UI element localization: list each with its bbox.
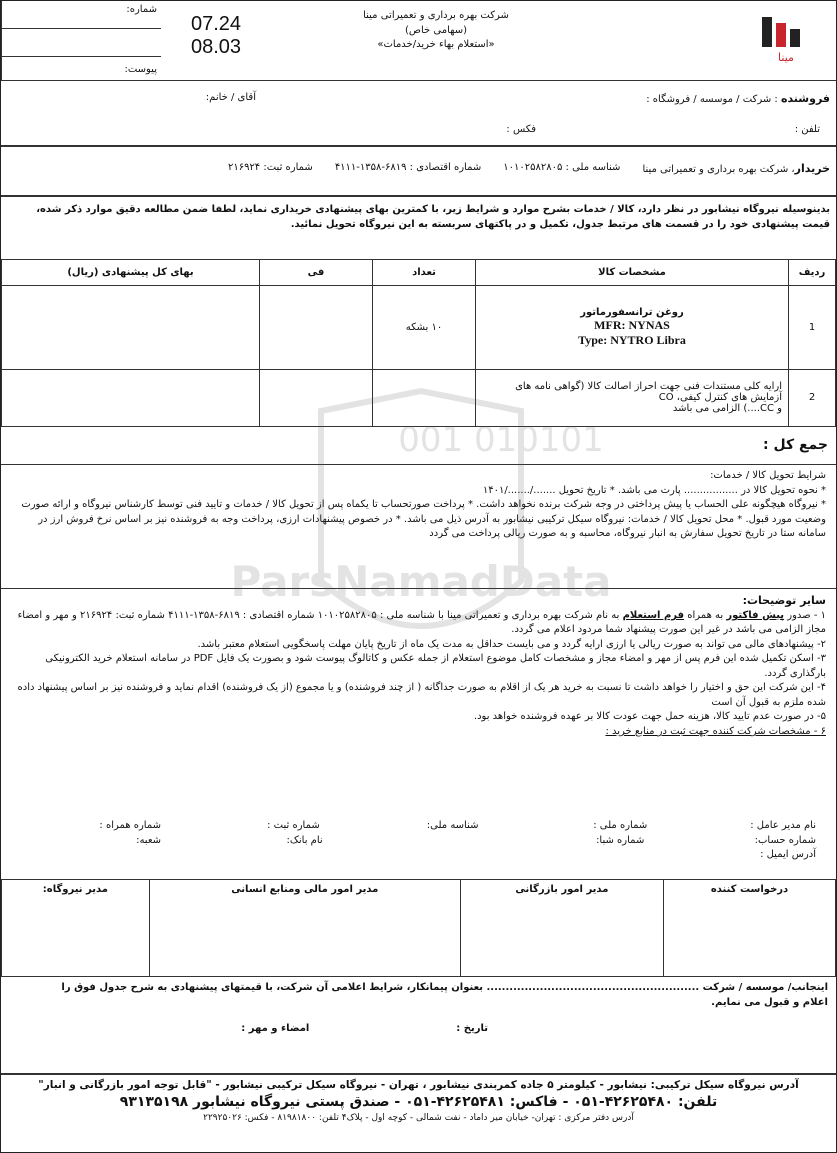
- handwritten-number: 08.03: [190, 36, 242, 58]
- company-name: شرکت بهره برداری و تعمیراتی مینا: [363, 10, 509, 21]
- footer: [1, 1077, 836, 1153]
- seller-section: [1, 81, 836, 147]
- date-field[interactable]: [2, 29, 161, 57]
- total-price-input[interactable]: [2, 285, 260, 369]
- header-qty: تعداد: [373, 260, 476, 286]
- footer-office: آدرس دفتر مرکزی : تهران- خیابان میر داماد - نفت شمالی - کوچه اول - پلاک۴ تلفن: ۸۱۹۸۱۸۰۰ - فکس: ۲۲۹۲۵۰۲۶: [203, 1113, 634, 1123]
- signature-plant-manager[interactable]: مدیر نیروگاه:: [2, 880, 150, 977]
- spec-note-cont: و CC....) الزامی می باشد: [672, 403, 782, 415]
- table-header-row: [2, 260, 836, 286]
- reg-no-field[interactable]: شماره ثبت :: [267, 820, 320, 831]
- svg-text:010101 001: 010101 001: [398, 420, 604, 460]
- note-item: ۲- پیشنهادهای مالی می تواند به صورت ریالی یا ارزی ارایه گردد و می بایست حداقل به مدت یک ماه از تاریخ پایان مهلت پاسخگویی استعلام معتبر باشد.: [197, 638, 826, 650]
- header-spec: مشخصات کالا: [476, 260, 789, 286]
- seller-entity: : شرکت / موسسه / فروشگاه :: [646, 94, 778, 105]
- delivery-title: شرایط تحویل کالا / خدمات:: [710, 470, 826, 481]
- meta-fields: [1, 1, 161, 81]
- form-title: «استعلام بهاء خرید/خدمات»: [377, 39, 495, 50]
- footer-address: آدرس نیروگاه سیکل ترکیبی: نیشابور - کیلومتر ۵ جاده کمربندی نیشابور ، تهران - نیروگاه سیکل ترکیبی نیشابور - "قابل توجه امور بازرگانی و انبار": [38, 1079, 799, 1091]
- header-row-number: ردیف: [789, 260, 836, 286]
- items-table: [1, 259, 836, 427]
- number-field[interactable]: شماره:: [2, 1, 161, 29]
- note-item: ۱ - صدور پیش فاکتور به همراه فرم استعلام به نام شرکت بهره برداری و تعمیراتی مینا با شناسه ملی : ۱۰۱۰۲۵۸۲۸۰۵ شماره اقتصادی : ۶۸۱۹-۱۳۵۸-۴۱۱۱ شماره ثبت: ۲۱۶۹۲۴ و مهر و امضاء مجاز الزامی می باشد در غیر این صورت پیشنهاد شما مردود اعلام می گردد.: [17, 609, 826, 636]
- national-no-field[interactable]: شماره ملی :: [593, 820, 648, 831]
- header-section: [1, 1, 836, 81]
- svg-text:ParsNamadData: ParsNamadData: [230, 557, 612, 606]
- table-row: [2, 369, 836, 426]
- qty-cell: ۱۰ بشکه: [373, 285, 476, 369]
- delivery-line: * نحوه تحویل کالا در ................. پارت می باشد. * تاریخ تحویل ......./......./۱۴۰۱: [482, 484, 826, 496]
- row-number: 2: [789, 369, 836, 426]
- buyer-registration: شماره ثبت: ۲۱۶۹۲۴: [227, 162, 313, 173]
- signature-commercial[interactable]: مدیر امور بازرگانی: [460, 880, 663, 977]
- mobile-field[interactable]: شماره همراه :: [99, 820, 161, 831]
- note-item: ۵- در صورت عدم تایید کالا، هزینه حمل جهت عودت کالا بر عهده فروشنده خواهد بود.: [473, 711, 826, 723]
- delivery-terms: * نیروگاه هیچگونه علی الحساب یا پیش پرداختی در وجه شرکت برنده نخواهد داشت. * پرداخت صورتحساب تا یکماه پس از تحویل کالا / خدمات و تایید فنی توسط کارشناس نیروگاه و ارائه صورت وضعیت مورد قبول. * محل تحویل کالا / خدمات: نیروگاه سیکل ترکیبی نیشابور به آدرس ذیل می باشد. * در خصوص پیشنهادات ارزی، پرداخت وجه به فروشنده نیز بر اساس نرخ فروش ارز در سامانه ستا در تاریخ تحویل سفارش به انبار نیروگاه، محاسبه و به صورت ریالی پرداخت می گردد: [21, 499, 826, 539]
- buyer-name: ، شرکت بهره برداری و تعمیراتی مینا: [642, 164, 795, 175]
- company-type: (سهامی خاص): [404, 24, 468, 36]
- national-id-field[interactable]: شناسه ملی:: [426, 820, 479, 831]
- branch-field[interactable]: شعبه:: [136, 834, 162, 846]
- handwritten-number: 07.24: [190, 13, 242, 35]
- header-unit-price: فی: [260, 260, 373, 286]
- acceptance-date[interactable]: تاریخ :: [456, 1023, 488, 1034]
- signature-finance[interactable]: مدیر امور مالی ومنابع انسانی: [149, 880, 460, 977]
- attachment-field[interactable]: پیوست:: [124, 64, 157, 75]
- unit-price-input[interactable]: [260, 369, 373, 426]
- fax-field[interactable]: فکس :: [506, 124, 536, 135]
- sheba-field[interactable]: شماره شبا:: [596, 834, 645, 846]
- note-item: ۶ - مشخصات شرکت کننده جهت ثبت در منابع خرید :: [605, 725, 826, 737]
- intro-text: بدینوسیله نیروگاه نیشابور در نظر دارد، کالا / خدمات بشرح موارد و شرایط زیر، با کمترین بهای پیشنهادی خریداری نماید، لطفا ضمن مطالعه دقیق موارد ذکر شده، قیمت پیشنهادی خود را در قسمت های مرتبط جدول، تکمیل و در پاکتهای سربسته به این نیروگاه تحویل نمائید.: [36, 204, 830, 230]
- note-item: ۴- این شرکت این حق و اختیار را خواهد داشت تا نسبت به خرید هر یک از اقلام به صورت جداگانه ( از چند فروشنده) و یا مجموع (از یک فروشنده) اقدام نماید و فروشنده نیز بر اساس پیشنهاد داده شده ملزم به قبول آن است: [17, 682, 826, 708]
- inquiry-form-label: فرم استعلام: [622, 609, 685, 621]
- notes-section: [1, 591, 836, 821]
- footer-contact: تلفن: ۴۲۶۲۵۴۸۰-۰۵۱ - فاکس: ۴۲۶۲۵۴۸۱-۰۵۱ - صندق پستی نیروگاه نیشابور ۹۳۱۳۵۱۹۸: [119, 1094, 718, 1110]
- participant-section: [1, 819, 836, 879]
- buyer-section: [1, 147, 836, 197]
- buyer-national-id: شناسه ملی : ۱۰۱۰۲۵۸۲۸۰۵: [503, 162, 621, 173]
- company-logo: [756, 13, 816, 67]
- row-number: 1: [789, 285, 836, 369]
- proforma-label: پیش فاکتور: [726, 609, 785, 621]
- spec-type: Type: NYTRO Libra: [578, 332, 686, 347]
- account-field[interactable]: شماره حساب:: [754, 834, 816, 846]
- buyer-label: خریدار: [794, 162, 830, 175]
- spec-mfr: MFR: NYNAS: [594, 317, 670, 332]
- ceo-field[interactable]: نام مدیر عامل :: [750, 820, 816, 831]
- header-total: بهای کل پیشنهادی (ریال): [2, 260, 260, 286]
- delivery-section: [1, 465, 836, 589]
- qty-cell: [373, 369, 476, 426]
- total-row: [1, 429, 836, 465]
- acceptance-sign[interactable]: امضاء و مهر :: [241, 1023, 310, 1034]
- bank-field[interactable]: نام بانک:: [286, 834, 323, 846]
- spec-name: روغن ترانسفورماتور: [580, 306, 684, 318]
- notes-title: سایر توضیحات:: [742, 594, 826, 607]
- signature-requester[interactable]: درخواست کننده: [664, 880, 836, 977]
- seller-label: فروشنده: [780, 92, 830, 105]
- acceptance-line: اینجانب/ موسسه / شرکت ........................................................ بعنوان پیمانکار، شرایط اعلامی آن شرکت، با قیمتهای پیشنهادی به شرح جدول فوق را: [61, 982, 828, 993]
- spec-note: ارایه کلی مستندات فنی جهت احراز اصالت کالا (گواهی نامه های آزمایش های کنترل کیفی، CO: [515, 381, 782, 404]
- total-label: جمع کل :: [762, 437, 828, 453]
- table-row: [2, 285, 836, 369]
- acceptance-section: [1, 979, 836, 1075]
- signatures-table: [1, 879, 836, 977]
- phone-field[interactable]: تلفن :: [794, 124, 820, 135]
- buyer-economic-code: شماره اقتصادی : ۶۸۱۹-۱۳۵۸-۴۱۱۱: [334, 162, 482, 173]
- total-price-input[interactable]: [2, 369, 260, 426]
- total-input[interactable]: [1, 429, 601, 463]
- unit-price-input[interactable]: [260, 285, 373, 369]
- svg-text:مینا: مینا: [778, 51, 794, 64]
- acceptance-line: اعلام و قبول می نمایم.: [711, 996, 828, 1008]
- email-field[interactable]: آدرس ایمیل :: [760, 849, 816, 860]
- note-item: ۳- اسکن تکمیل شده این فرم پس از مهر و امضاء مجاز و مشخصات کامل موضوع استعلام از جمله عکس و کاتالوگ پیوست شود و بصورت یک فایل PDF در سامانه استعلام خرید الکترونیکی بارگذاری گردد.: [45, 653, 826, 679]
- mr-mrs-field[interactable]: آقای / خانم:: [205, 92, 256, 103]
